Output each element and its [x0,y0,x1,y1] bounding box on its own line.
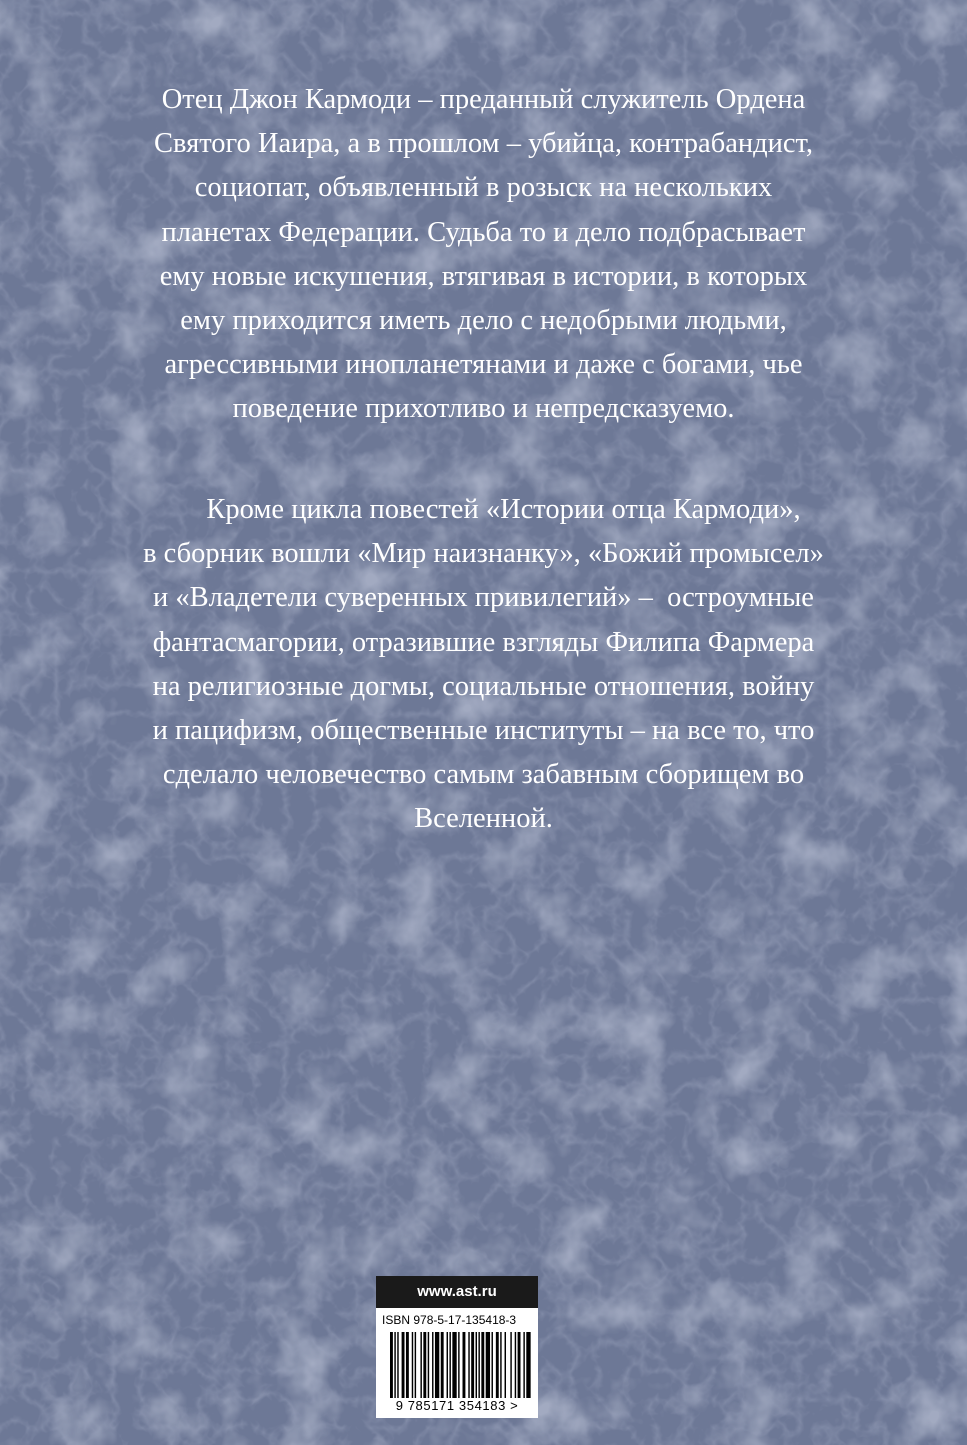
barcode-bar [397,1332,398,1398]
blurb-line: поведение прихотливо и непредсказуемо. [232,393,735,425]
barcode-bar [447,1332,448,1398]
barcode-bar [518,1332,521,1398]
barcode-body [376,1308,538,1418]
isbn-label: ISBN 978-5-17-135418-3 [382,1313,517,1327]
barcode-bar [428,1332,429,1398]
barcode-bar [492,1332,493,1398]
barcode-bar [476,1332,477,1398]
blurb-line: ему новые искушения, втягивая в истории, в которых [159,260,808,292]
blurb-line: планетах Федерации. Судьба то и дело подбрасывает [161,216,806,248]
barcode-bar [471,1332,474,1398]
blurb-line: Вселенной. [414,803,553,835]
barcode-bar [423,1332,426,1398]
blurb-line: и пацифизм, общественные институты – на все то, что [152,715,815,747]
barcode-bar [468,1332,469,1398]
barcode-bar [441,1332,444,1398]
barcode-bar [402,1332,405,1398]
blurb-line: Кроме цикла повестей «Истории отца Кармоди», [206,494,801,525]
blurb-line: социопат, объявленный в розыск на нескольких [194,172,773,204]
barcode-bar [510,1332,511,1398]
blurb-line: фантасмагории, отразившие взгляды Филипа Фармера [152,626,815,658]
barcode-bar [463,1332,466,1398]
barcode-bar [432,1332,433,1398]
barcode-bar [458,1332,459,1398]
barcode-bar [394,1332,395,1398]
blurb-line: и «Владетели суверенных привилегий» – остроумные [153,582,814,614]
blurb-line: сделало человечество самым забавным сборищем во [162,759,805,791]
barcode-bars [380,1332,534,1398]
barcode-bar [481,1332,484,1398]
barcode-bar [523,1332,524,1398]
barcode-bar [420,1332,421,1398]
blurb-line: агрессивными инопланетянами и даже с богами, чье [164,349,803,381]
barcode-bar [515,1332,516,1398]
blurb-line: на религиозные догмы, социальные отношения, войну [152,670,815,702]
ean-digits: 9 785171 354183 > [395,1398,519,1413]
barcode-bar [496,1332,499,1398]
barcode-bar [505,1332,506,1398]
blurb-line: Отец Джон Кармоди – преданный служитель Ордена [161,84,806,115]
barcode-bar [449,1332,450,1398]
barcode-bar [478,1332,479,1398]
blurb-line: ему приходится иметь дело с недобрыми людьми, [180,305,787,337]
blurb-line: в сборник вошли «Мир наизнанку», «Божий промысел» [143,538,824,570]
barcode-bar [452,1332,456,1398]
barcode-bar [412,1332,413,1398]
blurb-paragraph-1 [95,78,872,432]
blurb-paragraph-2 [95,488,872,842]
barcode-bar [390,1332,393,1398]
barcode-bar [500,1332,501,1398]
publisher-website: www.ast.ru [376,1276,538,1308]
barcode-bar [406,1332,409,1398]
barcode-bar [486,1332,490,1398]
blurb-line: Святого Иаира, а в прошлом – убийца, контрабандист, [154,128,813,160]
barcode-bar [415,1332,416,1398]
barcode-bar [526,1332,530,1398]
barcode-bar [435,1332,439,1398]
barcode-box [376,1276,538,1418]
